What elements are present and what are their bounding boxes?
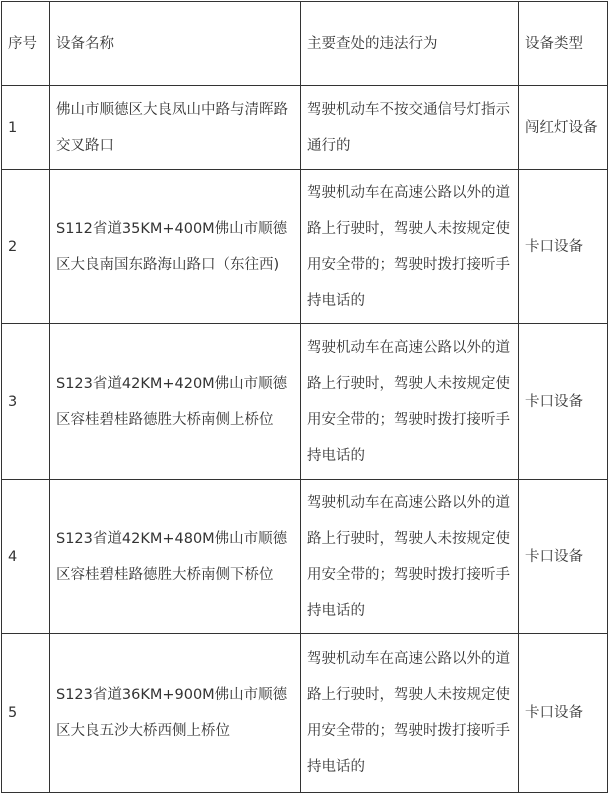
row-device-type: 卡口设备 [519, 170, 608, 324]
row-device-name: S123省道42KM+480M佛山市顺德区容桂碧桂路德胜大桥南侧下桥位 [50, 480, 301, 634]
header-device-type: 设备类型 [519, 2, 608, 86]
row-serial-number: 2 [2, 170, 50, 324]
table-row [2, 634, 608, 793]
row-device-name: S123省道36KM+900M佛山市顺德区大良五沙大桥西侧上桥位 [50, 634, 301, 793]
table-row [2, 324, 608, 480]
row-device-name: S123省道42KM+420M佛山市顺德区容桂碧桂路德胜大桥南侧上桥位 [50, 324, 301, 480]
row-serial-number: 4 [2, 480, 50, 634]
row-device-name: 佛山市顺德区大良凤山中路与清晖路交叉路口 [50, 86, 301, 170]
header-serial-number: 序号 [2, 2, 50, 86]
table-header-row [2, 2, 608, 86]
table-row [2, 170, 608, 324]
row-device-name: S112省道35KM+400M佛山市顺德区大良南国东路海山路口（东往西) [50, 170, 301, 324]
row-violation: 驾驶机动车在高速公路以外的道路上行驶时，驾驶人未按规定使用安全带的；驾驶时拨打接听手持电话的 [301, 480, 519, 634]
header-violation: 主要查处的违法行为 [301, 2, 519, 86]
row-device-type: 卡口设备 [519, 324, 608, 480]
row-violation: 驾驶机动车在高速公路以外的道路上行驶时，驾驶人未按规定使用安全带的；驾驶时拨打接听手持电话的 [301, 634, 519, 793]
row-serial-number: 1 [2, 86, 50, 170]
device-table [1, 1, 608, 793]
row-violation: 驾驶机动车不按交通信号灯指示通行的 [301, 86, 519, 170]
row-device-type: 卡口设备 [519, 634, 608, 793]
row-device-type: 闯红灯设备 [519, 86, 608, 170]
row-device-type: 卡口设备 [519, 480, 608, 634]
row-serial-number: 5 [2, 634, 50, 793]
row-serial-number: 3 [2, 324, 50, 480]
row-violation: 驾驶机动车在高速公路以外的道路上行驶时，驾驶人未按规定使用安全带的；驾驶时拨打接听手持电话的 [301, 170, 519, 324]
header-device-name: 设备名称 [50, 2, 301, 86]
table-row [2, 480, 608, 634]
row-violation: 驾驶机动车在高速公路以外的道路上行驶时，驾驶人未按规定使用安全带的；驾驶时拨打接听手持电话的 [301, 324, 519, 480]
table-row [2, 86, 608, 170]
